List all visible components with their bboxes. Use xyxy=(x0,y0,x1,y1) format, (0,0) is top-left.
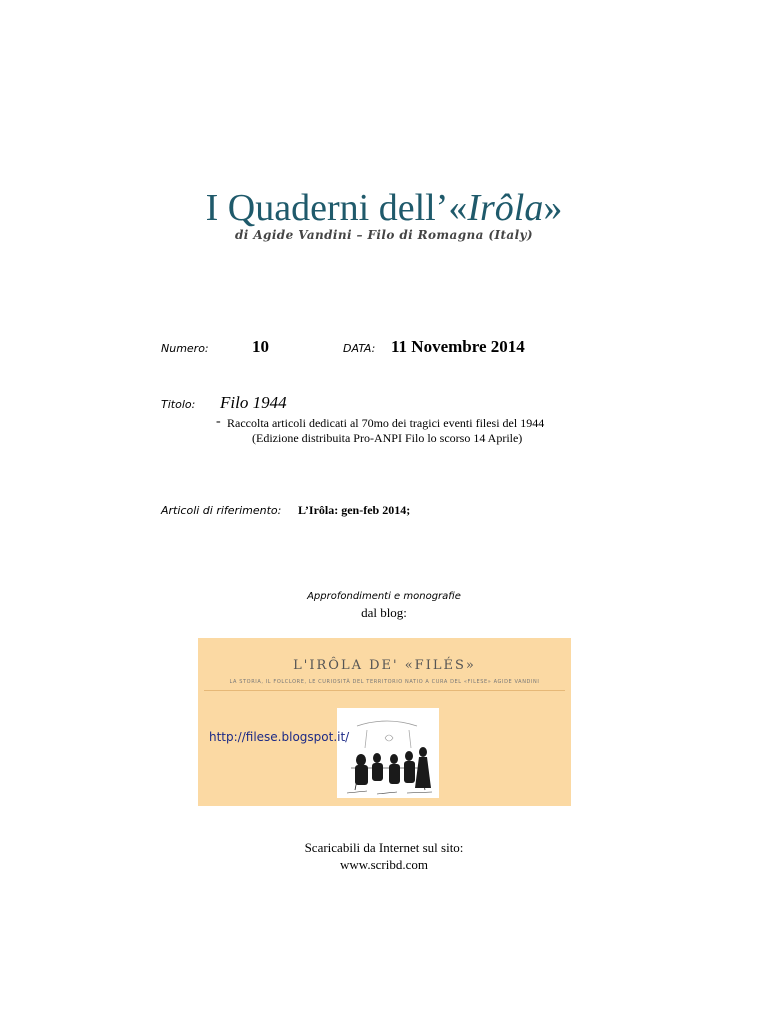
document-subtitle: di Agide Vandini – Filo di Romagna (Italy) xyxy=(235,228,533,242)
numero-value: 10 xyxy=(252,337,269,356)
blog-banner[interactable] xyxy=(198,638,571,806)
footer-line-1: Scaricabili da Internet sul sito: xyxy=(304,840,464,855)
document-title xyxy=(0,186,768,230)
data-label: DATA: xyxy=(343,342,376,355)
dash: - xyxy=(216,414,221,429)
titolo-value: Filo 1944 xyxy=(220,393,287,412)
data-value: 11 Novembre 2014 xyxy=(391,337,525,356)
title-suffix: » xyxy=(543,187,563,229)
title-italic: Irôla xyxy=(467,187,544,229)
articoli-value: L’Irôla: gen-feb 2014; xyxy=(298,503,411,517)
titolo-label: Titolo: xyxy=(161,398,196,411)
blog-url-link[interactable]: http://filese.blogspot.it/ xyxy=(209,730,350,744)
banner-subtitle: LA STORIA, IL FOLCLORE, LE CURIOSITÀ DEL TERRITORIO NATIO A CURA DEL «FILESE» AGIDE VANDINI xyxy=(229,679,540,685)
description-line-2: (Edizione distribuita Pro-ANPI Filo lo scorso 14 Aprile) xyxy=(252,431,523,445)
banner-title: L'IRÔLA DE' «FILÉS» xyxy=(293,658,476,673)
blog-intro-line-1: Approfondimenti e monografie xyxy=(307,591,461,602)
blog-intro-line-2: dal blog: xyxy=(361,605,407,620)
sketch-drawing xyxy=(337,708,439,798)
footer-url[interactable]: www.scribd.com xyxy=(340,857,428,872)
illustration-sketch xyxy=(337,708,439,798)
articoli-label: Articoli di riferimento: xyxy=(161,504,282,517)
description-line-1: Raccolta articoli dedicati al 70mo dei tragici eventi filesi del 1944 xyxy=(227,416,545,430)
numero-label: Numero: xyxy=(161,342,209,355)
banner-divider xyxy=(204,690,565,691)
title-prefix: I Quaderni dell’« xyxy=(205,187,468,229)
